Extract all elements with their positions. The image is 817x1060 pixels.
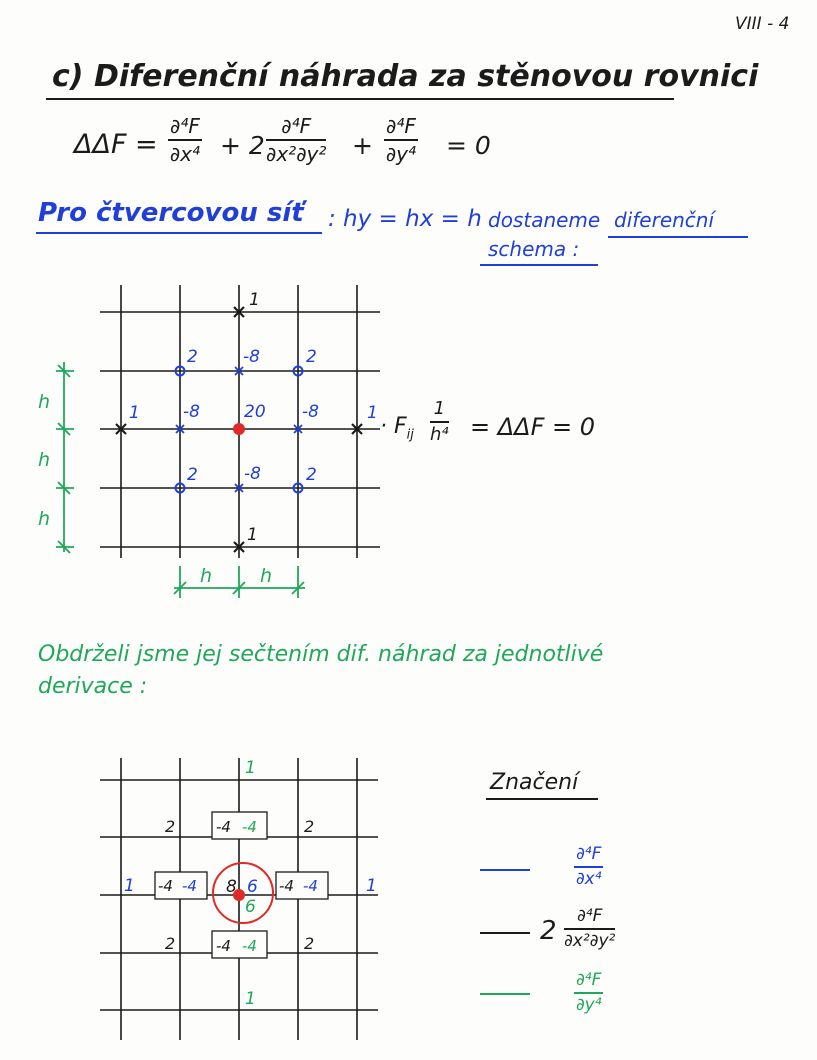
decomp-value-bottom: 1 (245, 989, 256, 1009)
square-mesh-text-c-underline (480, 264, 598, 266)
stencil-value-upper-right: 2 (306, 347, 317, 367)
legend-title: Značení (490, 770, 579, 795)
decomp-box-right-blue: -4 (303, 877, 318, 895)
dimension-h-4: h (200, 565, 213, 587)
square-mesh-condition: : hy = hx = h (328, 206, 482, 232)
legend-item-1-num: ∂⁴F (574, 846, 603, 868)
stencil-operator-f: · F (380, 414, 407, 439)
decomp-value-right: 1 (366, 876, 377, 896)
stencil-operator (380, 416, 414, 441)
equation-op-1: + 2 (220, 131, 265, 160)
stencil-factor-den: h⁴ (430, 424, 449, 445)
stencil-value-inner-left: -8 (183, 402, 200, 422)
equation-term-1 (168, 116, 202, 164)
sum-note-line-1: Obdrželi jsme jej sečtením dif. náhrad za jednotlivé (38, 642, 604, 667)
stencil-value-bottom: 1 (247, 525, 258, 545)
stencil-value-left: 1 (129, 403, 140, 423)
heading-underline (46, 98, 674, 100)
equation-term-3-den: ∂y⁴ (385, 142, 417, 166)
section-heading: c) Diferenční náhrada za stěnovou rovnici (52, 59, 759, 94)
decomp-value-diag-ll: 2 (165, 934, 176, 953)
decomposition-diagram (0, 750, 400, 1050)
stencil-value-inner-right: -8 (302, 402, 319, 422)
legend-line-green (480, 993, 530, 995)
dimension-h-3: h (38, 508, 51, 530)
decomp-center-green: 6 (245, 897, 256, 917)
legend-item-2-coef: 2 (540, 916, 557, 946)
stencil-center-node (233, 423, 245, 435)
page-number: VIII - 4 (735, 14, 790, 34)
stencil-value-right: 1 (367, 403, 378, 423)
decomp-box-left-blue: -4 (182, 877, 197, 895)
equation-term-2-num: ∂⁴F (266, 116, 326, 141)
square-mesh-text-c: schema : (488, 237, 580, 261)
stencil-operator-sub: ij (406, 427, 414, 443)
stencil-result: = ΔΔF = 0 (470, 413, 596, 441)
square-mesh-text-b-underline (608, 236, 748, 238)
equation-term-1-den: ∂x⁴ (169, 142, 201, 166)
stencil-value-lower-left: 2 (187, 465, 198, 485)
decomp-value-left: 1 (124, 876, 135, 896)
decomp-value-top: 1 (245, 758, 256, 778)
legend-item-2-den: ∂x²∂y² (564, 931, 616, 951)
stencil-value-upper-left: 2 (187, 347, 198, 367)
decomp-box-right-black: -4 (279, 877, 294, 895)
legend-line-blue (480, 869, 530, 871)
stencil-factor (430, 400, 449, 444)
equation-term-2-den: ∂x²∂y² (266, 142, 327, 166)
equation-term-1-num: ∂⁴F (168, 116, 202, 141)
equation-term-3 (384, 116, 418, 164)
legend-item-3 (574, 972, 603, 1014)
equation-rhs: = 0 (446, 131, 491, 160)
legend-title-underline (486, 798, 598, 800)
sum-note-line-2: derivace : (38, 674, 148, 699)
equation-lhs: ΔΔF = (74, 129, 158, 160)
stencil-value-top: 1 (249, 290, 260, 310)
stencil-value-upper: -8 (243, 347, 260, 367)
decomp-value-diag-lr: 2 (304, 934, 315, 953)
stencil-value-lower-right: 2 (306, 465, 317, 485)
decomp-box-left-black: -4 (158, 877, 173, 895)
decomp-box-top-black: -4 (216, 818, 231, 836)
decomp-box-top-green: -4 (242, 818, 257, 836)
legend-item-3-num: ∂⁴F (574, 972, 603, 994)
stencil-factor-num: 1 (430, 400, 449, 423)
horizontal-dimension (174, 566, 305, 598)
dimension-h-5: h (260, 565, 273, 587)
square-mesh-text-b: diferenční (614, 208, 715, 232)
decomp-value-diag-ur: 2 (304, 817, 315, 836)
legend-item-1 (574, 846, 603, 888)
legend-item-3-den: ∂y⁴ (575, 995, 602, 1015)
decomp-box-bottom-black: -4 (216, 937, 231, 955)
stencil-grid (100, 285, 380, 558)
square-mesh-title-underline (36, 232, 322, 234)
square-mesh-title: Pro čtvercovou síť (38, 198, 304, 228)
equation-term-2 (266, 116, 326, 164)
legend-item-1-den: ∂x⁴ (575, 869, 602, 889)
decomp-center-blue: 6 (247, 877, 258, 897)
equation-op-2: + (352, 131, 373, 160)
legend-item-2-num: ∂⁴F (564, 908, 615, 930)
dimension-h-1: h (38, 391, 51, 413)
decomp-value-diag-ul: 2 (165, 817, 176, 836)
decomp-box-bottom-green: -4 (242, 937, 257, 955)
square-mesh-text-a: dostaneme (488, 208, 601, 232)
stencil-value-lower: -8 (244, 464, 261, 484)
vertical-dimension (56, 362, 74, 553)
legend-line-black (480, 932, 530, 934)
decomp-center-black: 8 (226, 877, 237, 897)
dimension-h-2: h (38, 449, 51, 471)
equation-term-3-num: ∂⁴F (384, 116, 418, 141)
stencil-value-center: 20 (244, 402, 266, 422)
legend-item-2 (564, 908, 615, 950)
